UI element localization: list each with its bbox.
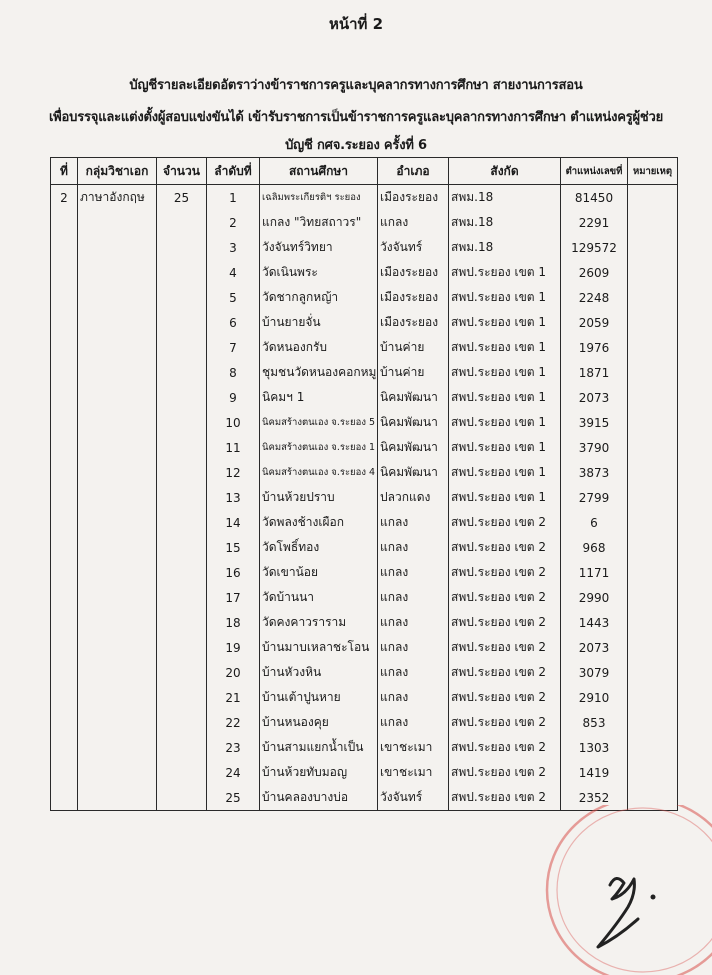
cell-district: แกลง (378, 560, 449, 585)
cell-seq: 23 (207, 735, 260, 760)
official-stamp (515, 805, 712, 975)
cell-district: นิคมพัฒนา (378, 410, 449, 435)
cell-position: 2073 (561, 385, 628, 410)
cell-note (628, 735, 678, 760)
cell-note (628, 385, 678, 410)
cell-note (628, 585, 678, 610)
page-number: หน้าที่ 2 (328, 15, 384, 33)
cell-subject (78, 210, 157, 235)
cell-position: 853 (561, 710, 628, 735)
cell-school: วัดบ้านนา (260, 585, 378, 610)
signature-mark (598, 878, 638, 947)
cell-count (157, 510, 207, 535)
cell-affiliation: สพป.ระยอง เขต 1 (449, 360, 561, 385)
table-row (51, 535, 678, 560)
cell-affiliation: สพป.ระยอง เขต 2 (449, 710, 561, 735)
cell-school: บ้านมาบเหลาชะโอน (260, 635, 378, 660)
cell-subject (78, 785, 157, 811)
cell-school: วัดเนินพระ (260, 260, 378, 285)
cell-no (51, 360, 78, 385)
header-affiliation: สังกัด (449, 158, 561, 185)
table-row (51, 685, 678, 710)
vacancy-table (50, 157, 678, 811)
cell-seq: 8 (207, 360, 260, 385)
cell-no (51, 585, 78, 610)
cell-no (51, 285, 78, 310)
cell-no (51, 735, 78, 760)
cell-seq: 20 (207, 660, 260, 685)
cell-school: นิคมฯ 1 (260, 385, 378, 410)
table-row (51, 485, 678, 510)
cell-school: บ้านสามแยกน้ำเป็น (260, 735, 378, 760)
cell-count (157, 685, 207, 710)
cell-note (628, 460, 678, 485)
cell-subject (78, 635, 157, 660)
cell-no (51, 335, 78, 360)
cell-seq: 17 (207, 585, 260, 610)
cell-affiliation: สพป.ระยอง เขต 1 (449, 385, 561, 410)
cell-school: นิคมสร้างตนเอง จ.ระยอง 5 (260, 410, 378, 435)
cell-district: เมืองระยอง (378, 285, 449, 310)
cell-no (51, 460, 78, 485)
cell-district: บ้านค่าย (378, 335, 449, 360)
table-row (51, 260, 678, 285)
cell-no (51, 235, 78, 260)
cell-school: เฉลิมพระเกียรติฯ ระยอง (260, 185, 378, 211)
header-position: ตำแหน่งเลขที่ (561, 158, 628, 185)
cell-position: 3790 (561, 435, 628, 460)
table-row (51, 360, 678, 385)
cell-district: นิคมพัฒนา (378, 435, 449, 460)
cell-count (157, 535, 207, 560)
cell-subject (78, 610, 157, 635)
cell-school: วัดชากลูกหญ้า (260, 285, 378, 310)
cell-affiliation: สพป.ระยอง เขต 2 (449, 610, 561, 635)
cell-no (51, 610, 78, 635)
cell-no (51, 210, 78, 235)
table-row (51, 560, 678, 585)
cell-count: 25 (157, 185, 207, 211)
cell-seq: 1 (207, 185, 260, 211)
cell-subject (78, 235, 157, 260)
cell-position: 2352 (561, 785, 628, 811)
cell-note (628, 410, 678, 435)
cell-district: แกลง (378, 685, 449, 710)
cell-affiliation: สพป.ระยอง เขต 1 (449, 260, 561, 285)
cell-note (628, 760, 678, 785)
cell-count (157, 660, 207, 685)
cell-seq: 21 (207, 685, 260, 710)
cell-subject (78, 310, 157, 335)
header-no: ที่ (51, 158, 78, 185)
cell-position: 1303 (561, 735, 628, 760)
cell-subject (78, 485, 157, 510)
table-row (51, 660, 678, 685)
cell-affiliation: สพป.ระยอง เขต 2 (449, 685, 561, 710)
table-row (51, 310, 678, 335)
cell-no (51, 635, 78, 660)
cell-note (628, 260, 678, 285)
cell-district: วังจันทร์ (378, 235, 449, 260)
cell-note (628, 685, 678, 710)
cell-note (628, 610, 678, 635)
table-row (51, 435, 678, 460)
cell-district: แกลง (378, 210, 449, 235)
table-row (51, 760, 678, 785)
cell-count (157, 735, 207, 760)
cell-affiliation: สพป.ระยอง เขต 1 (449, 310, 561, 335)
title-line-1: บัญชีรายละเอียดอัตราว่างข้าราชการครูและบุคลากรทางการศึกษา สายงานการสอน (129, 78, 583, 93)
cell-school: วังจันทร์วิทยา (260, 235, 378, 260)
cell-note (628, 335, 678, 360)
cell-count (157, 210, 207, 235)
header-count: จำนวน (157, 158, 207, 185)
cell-affiliation: สพป.ระยอง เขต 2 (449, 510, 561, 535)
cell-subject (78, 585, 157, 610)
cell-subject (78, 560, 157, 585)
cell-no (51, 660, 78, 685)
cell-school: บ้านเต้าปูนหาย (260, 685, 378, 710)
cell-position: 2059 (561, 310, 628, 335)
cell-affiliation: สพป.ระยอง เขต 1 (449, 410, 561, 435)
cell-school: วัดโพธิ์ทอง (260, 535, 378, 560)
cell-seq: 2 (207, 210, 260, 235)
cell-position: 2248 (561, 285, 628, 310)
cell-position: 2609 (561, 260, 628, 285)
cell-position: 1419 (561, 760, 628, 785)
cell-affiliation: สพม.18 (449, 235, 561, 260)
cell-seq: 19 (207, 635, 260, 660)
cell-position: 2799 (561, 485, 628, 510)
title-line-2: เพื่อบรรจุและแต่งตั้งผู้สอบแข่งขันได้ เข้ารับราชการเป็นข้าราชการครูและบุคลากรทางการศึกษา ตำแหน่งครูผู้ช่วย (48, 110, 664, 125)
table-row (51, 210, 678, 235)
cell-position: 3915 (561, 410, 628, 435)
cell-position: 2990 (561, 585, 628, 610)
cell-position: 3079 (561, 660, 628, 685)
cell-affiliation: สพป.ระยอง เขต 2 (449, 760, 561, 785)
cell-subject (78, 410, 157, 435)
table-row (51, 710, 678, 735)
cell-district: เมืองระยอง (378, 310, 449, 335)
cell-note (628, 485, 678, 510)
cell-position: 1171 (561, 560, 628, 585)
cell-subject (78, 435, 157, 460)
cell-subject (78, 660, 157, 685)
cell-position: 6 (561, 510, 628, 535)
cell-note (628, 560, 678, 585)
cell-no (51, 435, 78, 460)
cell-school: แกลง "วิทยสถาวร" (260, 210, 378, 235)
cell-affiliation: สพป.ระยอง เขต 2 (449, 585, 561, 610)
cell-seq: 11 (207, 435, 260, 460)
cell-district: ปลวกแดง (378, 485, 449, 510)
cell-no (51, 685, 78, 710)
cell-note (628, 435, 678, 460)
cell-district: เมืองระยอง (378, 260, 449, 285)
cell-note (628, 235, 678, 260)
cell-affiliation: สพป.ระยอง เขต 1 (449, 435, 561, 460)
cell-school: วัดเขาน้อย (260, 560, 378, 585)
cell-count (157, 435, 207, 460)
cell-affiliation: สพป.ระยอง เขต 2 (449, 785, 561, 811)
cell-no (51, 260, 78, 285)
cell-no (51, 385, 78, 410)
cell-position: 1871 (561, 360, 628, 385)
cell-count (157, 335, 207, 360)
cell-seq: 22 (207, 710, 260, 735)
cell-note (628, 535, 678, 560)
cell-affiliation: สพป.ระยอง เขต 1 (449, 335, 561, 360)
cell-school: วัดพลงช้างเผือก (260, 510, 378, 535)
cell-district: แกลง (378, 510, 449, 535)
cell-subject (78, 710, 157, 735)
cell-school: บ้านยายจั่น (260, 310, 378, 335)
cell-count (157, 235, 207, 260)
cell-count (157, 310, 207, 335)
cell-position: 2291 (561, 210, 628, 235)
cell-affiliation: สพป.ระยอง เขต 2 (449, 660, 561, 685)
table-header-row (51, 158, 678, 185)
cell-note (628, 185, 678, 211)
cell-school: บ้านหัวงหิน (260, 660, 378, 685)
cell-position: 3873 (561, 460, 628, 485)
cell-position: 1976 (561, 335, 628, 360)
cell-school: บ้านห้วยปราบ (260, 485, 378, 510)
cell-affiliation: สพม.18 (449, 210, 561, 235)
cell-district: บ้านค่าย (378, 360, 449, 385)
header-district: อำเภอ (378, 158, 449, 185)
table-row (51, 185, 678, 211)
table-row (51, 410, 678, 435)
table-row (51, 385, 678, 410)
cell-note (628, 710, 678, 735)
table-row (51, 735, 678, 760)
cell-seq: 25 (207, 785, 260, 811)
cell-school: บ้านหนองคุย (260, 710, 378, 735)
cell-count (157, 635, 207, 660)
cell-no (51, 410, 78, 435)
cell-position: 81450 (561, 185, 628, 211)
cell-affiliation: สพม.18 (449, 185, 561, 211)
table-row (51, 585, 678, 610)
cell-count (157, 485, 207, 510)
cell-subject (78, 285, 157, 310)
cell-district: เขาชะเมา (378, 760, 449, 785)
cell-school: บ้านห้วยทับมอญ (260, 760, 378, 785)
cell-seq: 12 (207, 460, 260, 485)
cell-affiliation: สพป.ระยอง เขต 2 (449, 635, 561, 660)
cell-subject: ภาษาอังกฤษ (78, 185, 157, 211)
cell-note (628, 210, 678, 235)
cell-count (157, 360, 207, 385)
cell-district: นิคมพัฒนา (378, 460, 449, 485)
cell-position: 2910 (561, 685, 628, 710)
cell-note (628, 360, 678, 385)
cell-subject (78, 735, 157, 760)
table-row (51, 285, 678, 310)
cell-district: แกลง (378, 635, 449, 660)
cell-district: แกลง (378, 660, 449, 685)
cell-position: 2073 (561, 635, 628, 660)
cell-affiliation: สพป.ระยอง เขต 2 (449, 735, 561, 760)
cell-no: 2 (51, 185, 78, 211)
cell-note (628, 635, 678, 660)
cell-seq: 3 (207, 235, 260, 260)
cell-count (157, 385, 207, 410)
cell-no (51, 760, 78, 785)
header-note: หมายเหตุ (628, 158, 678, 185)
cell-affiliation: สพป.ระยอง เขต 2 (449, 535, 561, 560)
cell-seq: 24 (207, 760, 260, 785)
cell-note (628, 510, 678, 535)
cell-seq: 6 (207, 310, 260, 335)
cell-district: แกลง (378, 535, 449, 560)
cell-no (51, 785, 78, 811)
cell-school: นิคมสร้างตนเอง จ.ระยอง 4 (260, 460, 378, 485)
cell-affiliation: สพป.ระยอง เขต 1 (449, 485, 561, 510)
cell-no (51, 710, 78, 735)
cell-district: แกลง (378, 610, 449, 635)
cell-seq: 10 (207, 410, 260, 435)
cell-seq: 15 (207, 535, 260, 560)
cell-subject (78, 360, 157, 385)
cell-no (51, 310, 78, 335)
cell-seq: 18 (207, 610, 260, 635)
title-line-3: บัญชี กศจ.ระยอง ครั้งที่ 6 (285, 138, 427, 153)
cell-subject (78, 685, 157, 710)
cell-district: เมืองระยอง (378, 185, 449, 211)
cell-district: แกลง (378, 585, 449, 610)
cell-subject (78, 460, 157, 485)
cell-position: 968 (561, 535, 628, 560)
cell-seq: 5 (207, 285, 260, 310)
cell-seq: 14 (207, 510, 260, 535)
cell-school: นิคมสร้างตนเอง จ.ระยอง 1 (260, 435, 378, 460)
cell-no (51, 510, 78, 535)
cell-affiliation: สพป.ระยอง เขต 2 (449, 560, 561, 585)
cell-district: นิคมพัฒนา (378, 385, 449, 410)
cell-seq: 4 (207, 260, 260, 285)
cell-note (628, 660, 678, 685)
cell-count (157, 610, 207, 635)
cell-school: วัดหนองกรับ (260, 335, 378, 360)
cell-no (51, 485, 78, 510)
cell-subject (78, 385, 157, 410)
cell-subject (78, 510, 157, 535)
cell-count (157, 460, 207, 485)
table-row (51, 460, 678, 485)
cell-subject (78, 260, 157, 285)
cell-district: แกลง (378, 710, 449, 735)
cell-count (157, 285, 207, 310)
table-row (51, 335, 678, 360)
cell-school: ชุมชนวัดหนองคอกหมู (260, 360, 378, 385)
cell-subject (78, 335, 157, 360)
cell-affiliation: สพป.ระยอง เขต 1 (449, 460, 561, 485)
cell-count (157, 260, 207, 285)
cell-note (628, 310, 678, 335)
cell-count (157, 410, 207, 435)
cell-seq: 7 (207, 335, 260, 360)
cell-seq: 16 (207, 560, 260, 585)
header-subject: กลุ่มวิชาเอก (78, 158, 157, 185)
cell-subject (78, 760, 157, 785)
header-school: สถานศึกษา (260, 158, 378, 185)
table-row (51, 235, 678, 260)
cell-count (157, 785, 207, 811)
cell-school: บ้านคลองบางบ่อ (260, 785, 378, 811)
cell-count (157, 560, 207, 585)
cell-count (157, 585, 207, 610)
cell-no (51, 535, 78, 560)
cell-note (628, 285, 678, 310)
cell-no (51, 560, 78, 585)
cell-subject (78, 535, 157, 560)
cell-school: วัดคงคาวราราม (260, 610, 378, 635)
cell-district: วังจันทร์ (378, 785, 449, 811)
table-row (51, 610, 678, 635)
cell-district: เขาชะเมา (378, 735, 449, 760)
cell-count (157, 710, 207, 735)
cell-position: 129572 (561, 235, 628, 260)
cell-position: 1443 (561, 610, 628, 635)
table-row (51, 635, 678, 660)
cell-affiliation: สพป.ระยอง เขต 1 (449, 285, 561, 310)
header-seq: ลำดับที่ (207, 158, 260, 185)
cell-seq: 13 (207, 485, 260, 510)
cell-count (157, 760, 207, 785)
cell-seq: 9 (207, 385, 260, 410)
table-row (51, 510, 678, 535)
